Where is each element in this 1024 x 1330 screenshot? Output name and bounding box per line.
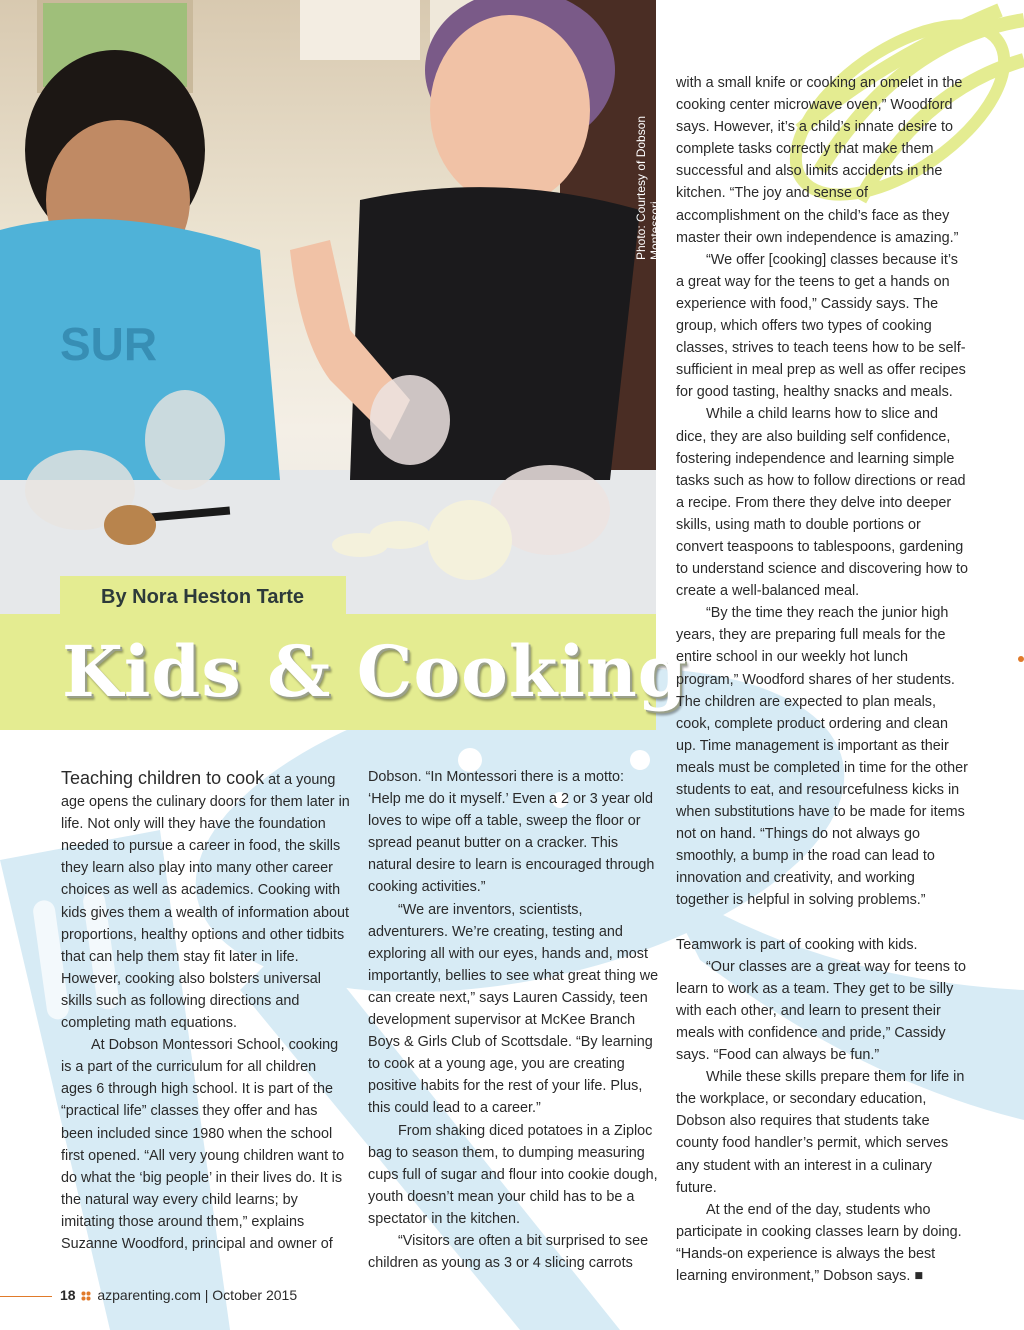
text-column-1	[61, 767, 351, 1255]
paragraph: At the end of the day, students who participate in cooking classes learn by doing. “Hands-on experience is always the best learning environment,” Dobson says. ■	[676, 1201, 962, 1284]
text-column-2	[368, 766, 660, 1274]
kids-cooking-photo	[0, 0, 662, 614]
paragraph: “By the time they reach the junior high years, they are preparing full meals for the entire school in our weekly hot lunch program,” Woodford shares of her students. The children are expected to plan meals, cook, complete product ordering and clean up. Time management is important as their meals must be completed in time for the other students to eat, and resourcefulness kicks in when substitutions have to be made for items not on hand. “Things do not always go smoothly, a bump in the road can lead to innovation and creativity, and working together is helpful in solving problems.”	[676, 605, 968, 909]
paragraph: “Our classes are a great way for teens to learn to work as a team. They get to be silly with each other, and learn to present their meals with confidence and pride,” Cassidy says. “Food can always be fun.”	[676, 958, 966, 1064]
footer-date: October 2015	[212, 1287, 298, 1303]
byline: By Nora Heston Tarte	[101, 586, 305, 608]
photo-credit: Photo: Courtesy of Dobson Montessori	[634, 115, 662, 260]
paragraph: While a child learns how to slice and dice, they are also building self confidence, fostering independence and learning simple tasks such as how to follow directions or read a recipe. From there they delve into deeper skills, using math to double portions or convert teaspoons to tablespoons, gardening to understand science and discovering how to create a well-balanced meal.	[676, 406, 968, 600]
text-column-3	[676, 72, 968, 1287]
paragraph: While these skills prepare them for life in the workplace, or secondary education, Dobson also requires that students take county food handler’s permit, which serves any student with an interest in a culinary future.	[676, 1069, 965, 1196]
article-title: Kids & Cooking	[62, 630, 688, 713]
dots-icon	[81, 1291, 91, 1301]
paragraph: “Visitors are often a bit surprised to see children as young as 3 or 4 slicing carrots	[368, 1232, 649, 1272]
page-number: 18	[60, 1287, 76, 1303]
paragraph: with a small knife or cooking an omelet in the cooking center microwave oven,” Woodford says. However, it’s a child’s innate desire to complete tasks correctly that make them successful and also limits accidents in the kitchen. “The joy and sense of accomplishment on the child’s face as they master their own independence is amazing.”	[676, 75, 963, 246]
footer-rule	[0, 1296, 52, 1297]
lead-in: Teaching children to cook	[61, 768, 265, 788]
margin-mark	[1018, 656, 1024, 662]
paragraph: “We are inventors, scientists, adventurers. We’re creating, testing and exploring all with our eyes, hands and, most importantly, bellies to see what great thing we can create next,” says Lauren Cassidy, teen development supervisor at McKee Branch Boys & Girls Club of Scottsdale. “By learning to cook at a young age, you are creating positive habits for the rest of your life. Plus, this could lead to a career.”	[368, 901, 659, 1117]
footer-separator: |	[200, 1287, 213, 1303]
paragraph: At Dobson Montessori School, cooking is a part of the curriculum for all children ages 6 through high school. It is part of the “practical life” classes they offer and has been included since 1980 when the school first opened. “All very young children want to do what the ‘big people’ in their lives do. It is the natural way every child learns; by imitating those around them,” explains Suzanne Woodford, principal and owner of	[61, 1037, 345, 1252]
footer-site[interactable]: azparenting.com	[97, 1287, 201, 1303]
paragraph: From shaking diced potatoes in a Ziploc bag to season them, to dumping measuring cups full of sugar and flour into cookie dough, youth doesn’t mean your child has to be a spectator in the kitchen.	[368, 1122, 658, 1227]
paragraph	[61, 767, 351, 1034]
paragraph: Dobson. “In Montessori there is a motto: ‘Help me do it myself.’ Even a 2 or 3 year old loves to wipe off a table, sweep the floor or spread peanut butter on a cracker. This natural desire to learn is encouraged through cooking activities.”	[368, 769, 655, 896]
paragraph: “We offer [cooking] classes because it’s a great way for the teens to get a hands on experience with food,” Cassidy says. The group, which offers two types of cooking classes, strives to teach teens how to be self-sufficient in meal prep as well as offer recipes for good tasting, healthy snacks and meals.	[676, 251, 966, 401]
svg-text:SUR: SUR	[60, 318, 158, 370]
subhead-paragraph: Teamwork is part of cooking with kids.	[676, 936, 918, 953]
paragraph-text: at a young age opens the culinary doors for them later in life. Not only will they have the foundation needed to pursue a career in food, the skills they learn also play into many other career choices as well as academics. Cooking with kids gives them a wealth of information about proportions, healthy options and other tidbits that can help them stay fit later in life. However, cooking also bolsters universal skills such as following directions and completing math equations.	[61, 772, 350, 1032]
page-footer	[60, 1287, 297, 1303]
